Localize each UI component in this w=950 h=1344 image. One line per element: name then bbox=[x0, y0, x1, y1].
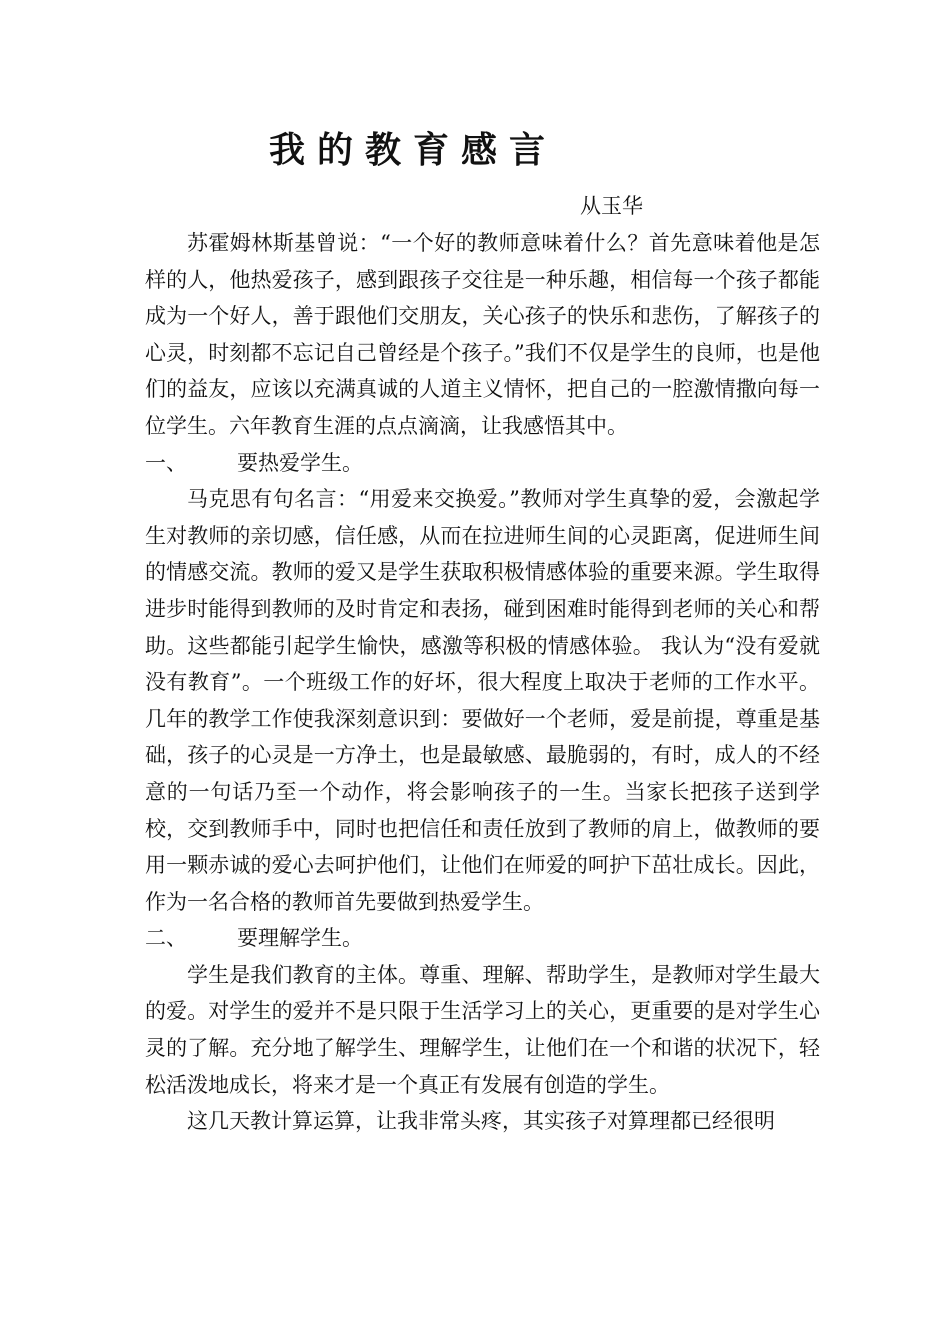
author-name: 从玉华 bbox=[580, 194, 643, 218]
section-heading-2 bbox=[145, 920, 820, 957]
paragraph-arithmetic: 这几天教计算运算，让我非常头疼，其实孩子对算理都已经很明 bbox=[187, 1109, 775, 1134]
section-heading-text: 要热爱学生。 bbox=[237, 450, 363, 475]
section-number: 二、 bbox=[145, 926, 187, 951]
section-heading-1 bbox=[145, 445, 820, 482]
paragraph-intro: 苏霍姆林斯基曾说：“一个好的教师意味着什么？首先意味着他是怎样的人，他热爱孩子，感到跟孩子交往是一种乐趣，相信每一个孩子都能成为一个好人，善于跟他们交朋友，关心孩子的快乐和悲伤，了解孩子的心灵，时刻都不忘记自己曾经是个孩子。”我们不仅是学生的良师，也是他们的益友，应该以充满真诚的人道主义情怀，把自己的一腔激情撒向每一位学生。六年教育生涯的点点滴滴，让我感悟其中。 bbox=[145, 231, 820, 438]
document-body bbox=[145, 225, 820, 1140]
paragraph-love-students: 马克思有句名言：“用爱来交换爱。”教师对学生真挚的爱，会激起学生对教师的亲切感，信任感，从而在拉进师生间的心灵距离，促进师生间的情感交流。教师的爱又是学生获取积极情感体验的重要来源。学生取得进步时能得到教师的及时肯定和表扬，碰到困难时能得到老师的关心和帮助。这些都能引起学生愉快，感激等积极的情感体验。 我认为“没有爱就没有教育”。一个班级工作的好坏，很大程度上取决于老师的工作水平。几年的教学工作使我深刻意识到：要做好一个老师，爱是前提，尊重是基础，孩子的心灵是一方净土，也是最敏感、最脆弱的，有时，成人的不经意的一句话乃至一个动作，将会影响孩子的一生。当家长把孩子送到学校，交到教师手中，同时也把信任和责任放到了教师的肩上，做教师的要用一颗赤诚的爱心去呵护他们，让他们在师爱的呵护下茁壮成长。因此，作为一名合格的教师首先要做到热爱学生。 bbox=[145, 487, 820, 914]
section-number: 一、 bbox=[145, 450, 187, 475]
document-title: 我的教育感言 bbox=[268, 129, 557, 171]
section-heading-text: 要理解学生。 bbox=[237, 926, 363, 951]
paragraph-understand-students: 学生是我们教育的主体。尊重、理解、帮助学生，是教师对学生最大的爱。对学生的爱并不是只限于生活学习上的关心，更重要的是对学生心灵的了解。充分地了解学生、理解学生，让他们在一个和谐的状况下，轻松活泼地成长，将来才是一个真正有发展有创造的学生。 bbox=[145, 962, 820, 1097]
